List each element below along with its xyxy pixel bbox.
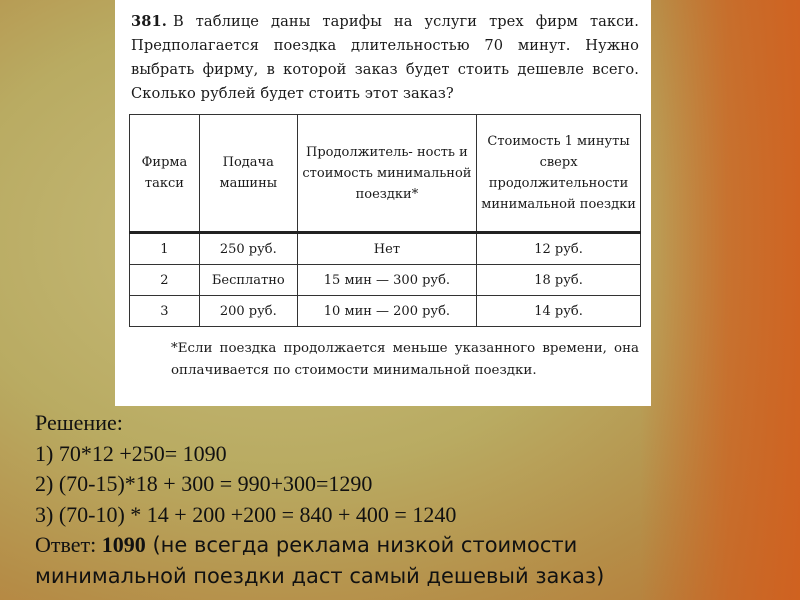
footnote: *Если поездка продолжается меньше указанного времени, она оплачивается по стоимости минимальной поездки.: [171, 341, 639, 378]
table-row: [130, 296, 641, 327]
header-min-ride: Продолжитель- ность и стоимость минимальной поездки*: [297, 115, 476, 233]
solution-step: 3) (70-10) * 14 + 200 +200 = 840 + 400 = 1240: [35, 501, 457, 527]
answer-note-continued: минимальной поездки даст самый дешевый заказ): [35, 563, 605, 588]
answer-value: 1090: [101, 532, 146, 557]
solution-step: 2) (70-15)*18 + 300 = 990+300=1290: [35, 471, 373, 496]
answer-note: (не всегда реклама низкой стоимости: [145, 533, 578, 557]
table-row: [130, 265, 641, 296]
cell-per-minute: 12 руб.: [477, 233, 641, 265]
answer-line: [35, 530, 775, 561]
solution-step: 1) 70*12 +250= 1090: [35, 440, 227, 466]
scanned-page: [115, 0, 651, 406]
table-header-row: [130, 115, 641, 233]
cell-min-ride: 10 мин — 200 руб.: [297, 296, 476, 327]
cell-pickup: Бесплатно: [199, 265, 297, 296]
cell-pickup: 200 руб.: [199, 296, 297, 327]
problem-number: 381.: [131, 13, 167, 30]
solution-heading: Решение:: [35, 410, 123, 435]
answer-label: Ответ:: [35, 532, 102, 557]
header-firm: Фирма такси: [130, 115, 200, 233]
cell-min-ride: 15 мин — 300 руб.: [297, 265, 476, 296]
problem-text: В таблице даны тарифы на услуги трех фирм такси. Предполагается поездка длительностью 70 минут. Нужно выбрать фирму, в которой заказ будет стоить дешевле всего. Сколько рублей будет стоить этот заказ?: [131, 13, 639, 102]
cell-firm: 1: [130, 233, 200, 265]
cell-firm: 3: [130, 296, 200, 327]
cell-min-ride: Нет: [297, 233, 476, 265]
table-row: [130, 233, 641, 265]
cell-per-minute: 18 руб.: [477, 265, 641, 296]
cell-firm: 2: [130, 265, 200, 296]
cell-pickup: 250 руб.: [199, 233, 297, 265]
problem-statement: [131, 10, 639, 106]
cell-per-minute: 14 руб.: [477, 296, 641, 327]
solution-block: [35, 408, 775, 591]
header-per-minute: Стоимость 1 минуты сверх продолжительности минимальной поездки: [477, 115, 641, 233]
tariff-table: [129, 114, 641, 327]
header-pickup: Подача машины: [199, 115, 297, 233]
